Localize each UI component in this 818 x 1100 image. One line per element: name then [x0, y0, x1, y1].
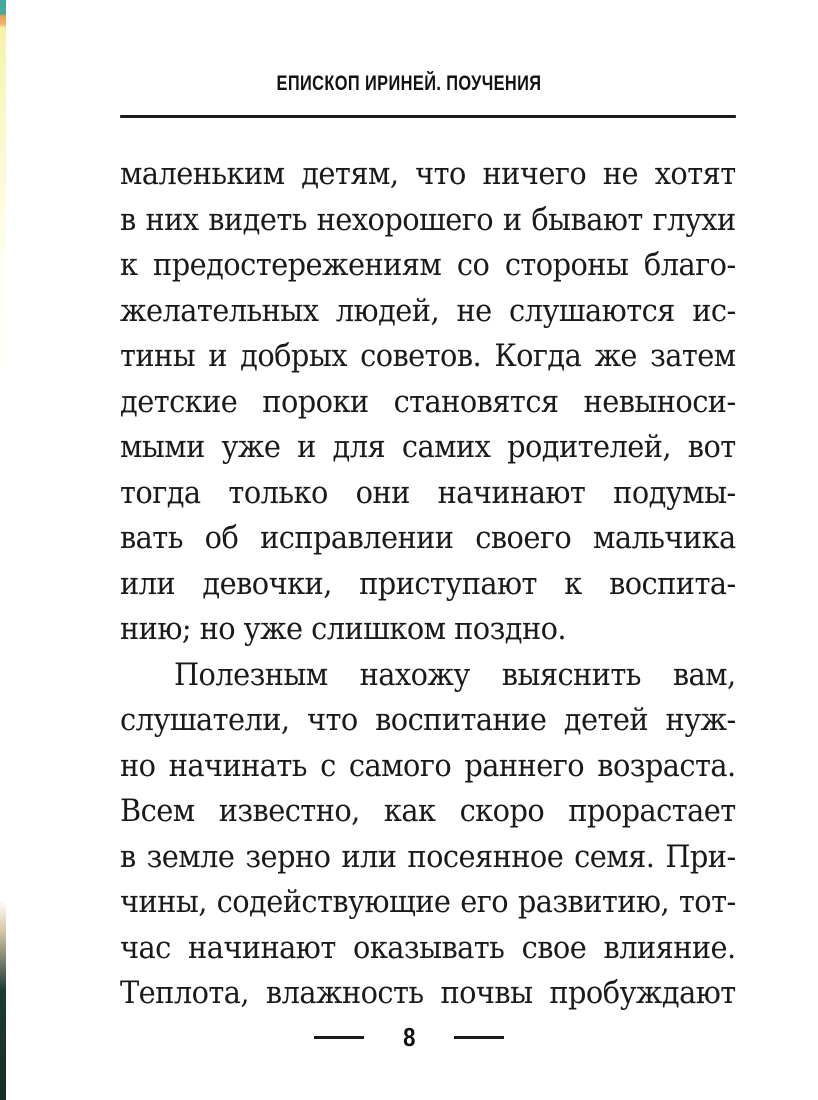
text-line: в них видеть нехорошего и бывают глухи: [120, 201, 736, 238]
text-line: желательных людей, не слушаются ис-: [120, 292, 736, 329]
text-line: или девочки, приступают к воспита-: [120, 565, 736, 602]
folio-dash-left: [314, 1036, 364, 1039]
text-line: маленьким детям, что ничего не хотят: [120, 156, 736, 192]
paragraph-start-line: Полезным нахожу выяснить вам,: [173, 656, 736, 693]
running-head: ЕПИСКОП ИРИНЕЙ. ПОУЧЕНИЯ: [276, 72, 542, 95]
text-line: в земле зерно или посеянное семя. При-: [120, 838, 736, 875]
text-line: час начинают оказывать свое влияние.: [120, 929, 736, 966]
text-line: но начинать с самого раннего возраста.: [120, 747, 736, 784]
book-edge-strip: [0, 0, 6, 1100]
folio-dash-right: [454, 1036, 504, 1039]
paragraph-end-line: нию; но уже слишком поздно.: [120, 611, 567, 647]
text-line: тины и добрых советов. Когда же затем: [120, 338, 736, 374]
text-line: мыми уже и для самих родителей, вот: [120, 429, 736, 465]
text-line: тогда только они начинают подумы-: [120, 474, 736, 511]
text-line: Теплота, влажность почвы пробуждают: [120, 975, 736, 1011]
page-number: 8: [402, 1022, 416, 1052]
page-footer: [0, 1022, 818, 1053]
text-line: Всем известно, как скоро прорастает: [120, 793, 736, 829]
text-line: детские пороки становятся невыноси-: [120, 383, 736, 420]
header-rule: [120, 115, 736, 118]
text-line: к предостережениям со стороны благо-: [120, 247, 736, 283]
body-text: [120, 152, 736, 1017]
text-line: слушатели, что воспитание детей нуж-: [120, 702, 736, 738]
text-line: чины, содействующие его развитию, тот-: [120, 884, 736, 920]
text-line: вать об исправлении своего мальчика: [120, 520, 736, 556]
